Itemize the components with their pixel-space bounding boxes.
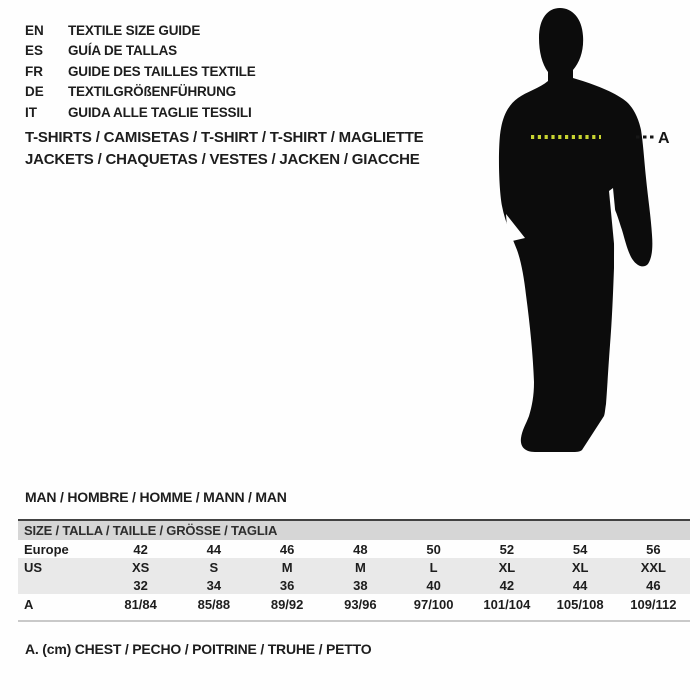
size-cell: 105/108	[556, 596, 604, 612]
size-cell: XL	[498, 559, 516, 575]
size-table	[18, 519, 690, 614]
table-row-europe	[18, 540, 690, 558]
garment-categories	[25, 127, 424, 170]
language-label: GUIDA ALLE TAGLIE TESSILI	[68, 104, 252, 120]
section-title-man: MAN / HOMBRE / HOMME / MANN / MAN	[25, 489, 287, 505]
size-cell: XXL	[640, 559, 667, 575]
size-cell: 48	[353, 541, 368, 557]
size-cell: 42	[499, 577, 515, 593]
row-label: Europe	[24, 541, 69, 557]
size-cell: L	[429, 559, 438, 575]
size-cell: 38	[353, 577, 368, 593]
table-row-numeric	[18, 576, 690, 594]
language-label: TEXTILE SIZE GUIDE	[68, 22, 201, 38]
language-code: ES	[25, 43, 44, 59]
table-bottom-rule	[18, 620, 690, 622]
size-cell: XL	[571, 559, 589, 575]
size-cell: 93/96	[344, 596, 377, 612]
body-silhouette	[499, 8, 652, 452]
language-label: GUIDE DES TAILLES TEXTILE	[68, 63, 256, 79]
size-cell: 42	[133, 541, 148, 557]
language-label: GUÍA DE TALLAS	[68, 43, 177, 59]
language-row-en	[25, 20, 256, 41]
man-silhouette-figure	[460, 0, 700, 470]
table-row-us	[18, 558, 690, 576]
size-cell: 81/84	[124, 596, 157, 612]
size-cell: 54	[572, 541, 588, 557]
size-cell: 50	[426, 541, 441, 557]
size-cell: S	[209, 559, 219, 575]
size-cell: 44	[572, 577, 588, 593]
language-list	[25, 20, 256, 123]
language-label: TEXTILGRÖßENFÜHRUNG	[68, 84, 236, 100]
size-cell: 56	[646, 541, 661, 557]
row-label: A	[24, 596, 34, 612]
size-cell: 46	[646, 577, 661, 593]
size-cell: 36	[279, 577, 295, 593]
language-code: FR	[25, 63, 43, 79]
size-cell: M	[281, 559, 293, 575]
size-cell: M	[354, 559, 366, 575]
size-cell: 85/88	[197, 596, 231, 612]
row-label: US	[24, 559, 43, 575]
language-row-it	[25, 102, 256, 123]
language-code: IT	[25, 104, 37, 120]
size-table-header: SIZE / TALLA / TAILLE / GRÖSSE / TAGLIA	[18, 521, 690, 540]
size-cell: 89/92	[270, 596, 304, 612]
size-cell: 101/104	[483, 596, 531, 612]
size-cell: 34	[206, 577, 222, 593]
language-row-fr	[25, 61, 256, 82]
size-cell: 40	[426, 577, 441, 593]
category-line-tshirts: T-SHIRTS / CAMISETAS / T-SHIRT / T-SHIRT / MAGLIETTE	[25, 129, 424, 146]
size-cell: XS	[131, 559, 150, 575]
table-row-a	[18, 594, 690, 614]
size-cell: 97/100	[413, 596, 454, 612]
language-code: EN	[25, 22, 44, 38]
language-code: DE	[25, 84, 44, 100]
chest-footnote: A. (cm) CHEST / PECHO / POITRINE / TRUHE / PETTO	[25, 641, 372, 657]
size-cell: 32	[133, 577, 148, 593]
size-cell: 44	[206, 541, 222, 557]
language-row-de	[25, 82, 256, 103]
size-cell: 109/112	[630, 596, 677, 612]
measure-label-a: A	[658, 130, 670, 147]
category-line-jackets: JACKETS / CHAQUETAS / VESTES / JACKEN / GIACCHE	[25, 150, 420, 168]
size-cell: 46	[279, 541, 295, 557]
man-silhouette-svg	[460, 0, 700, 470]
language-row-es	[25, 41, 256, 62]
size-cell: 52	[499, 541, 515, 557]
